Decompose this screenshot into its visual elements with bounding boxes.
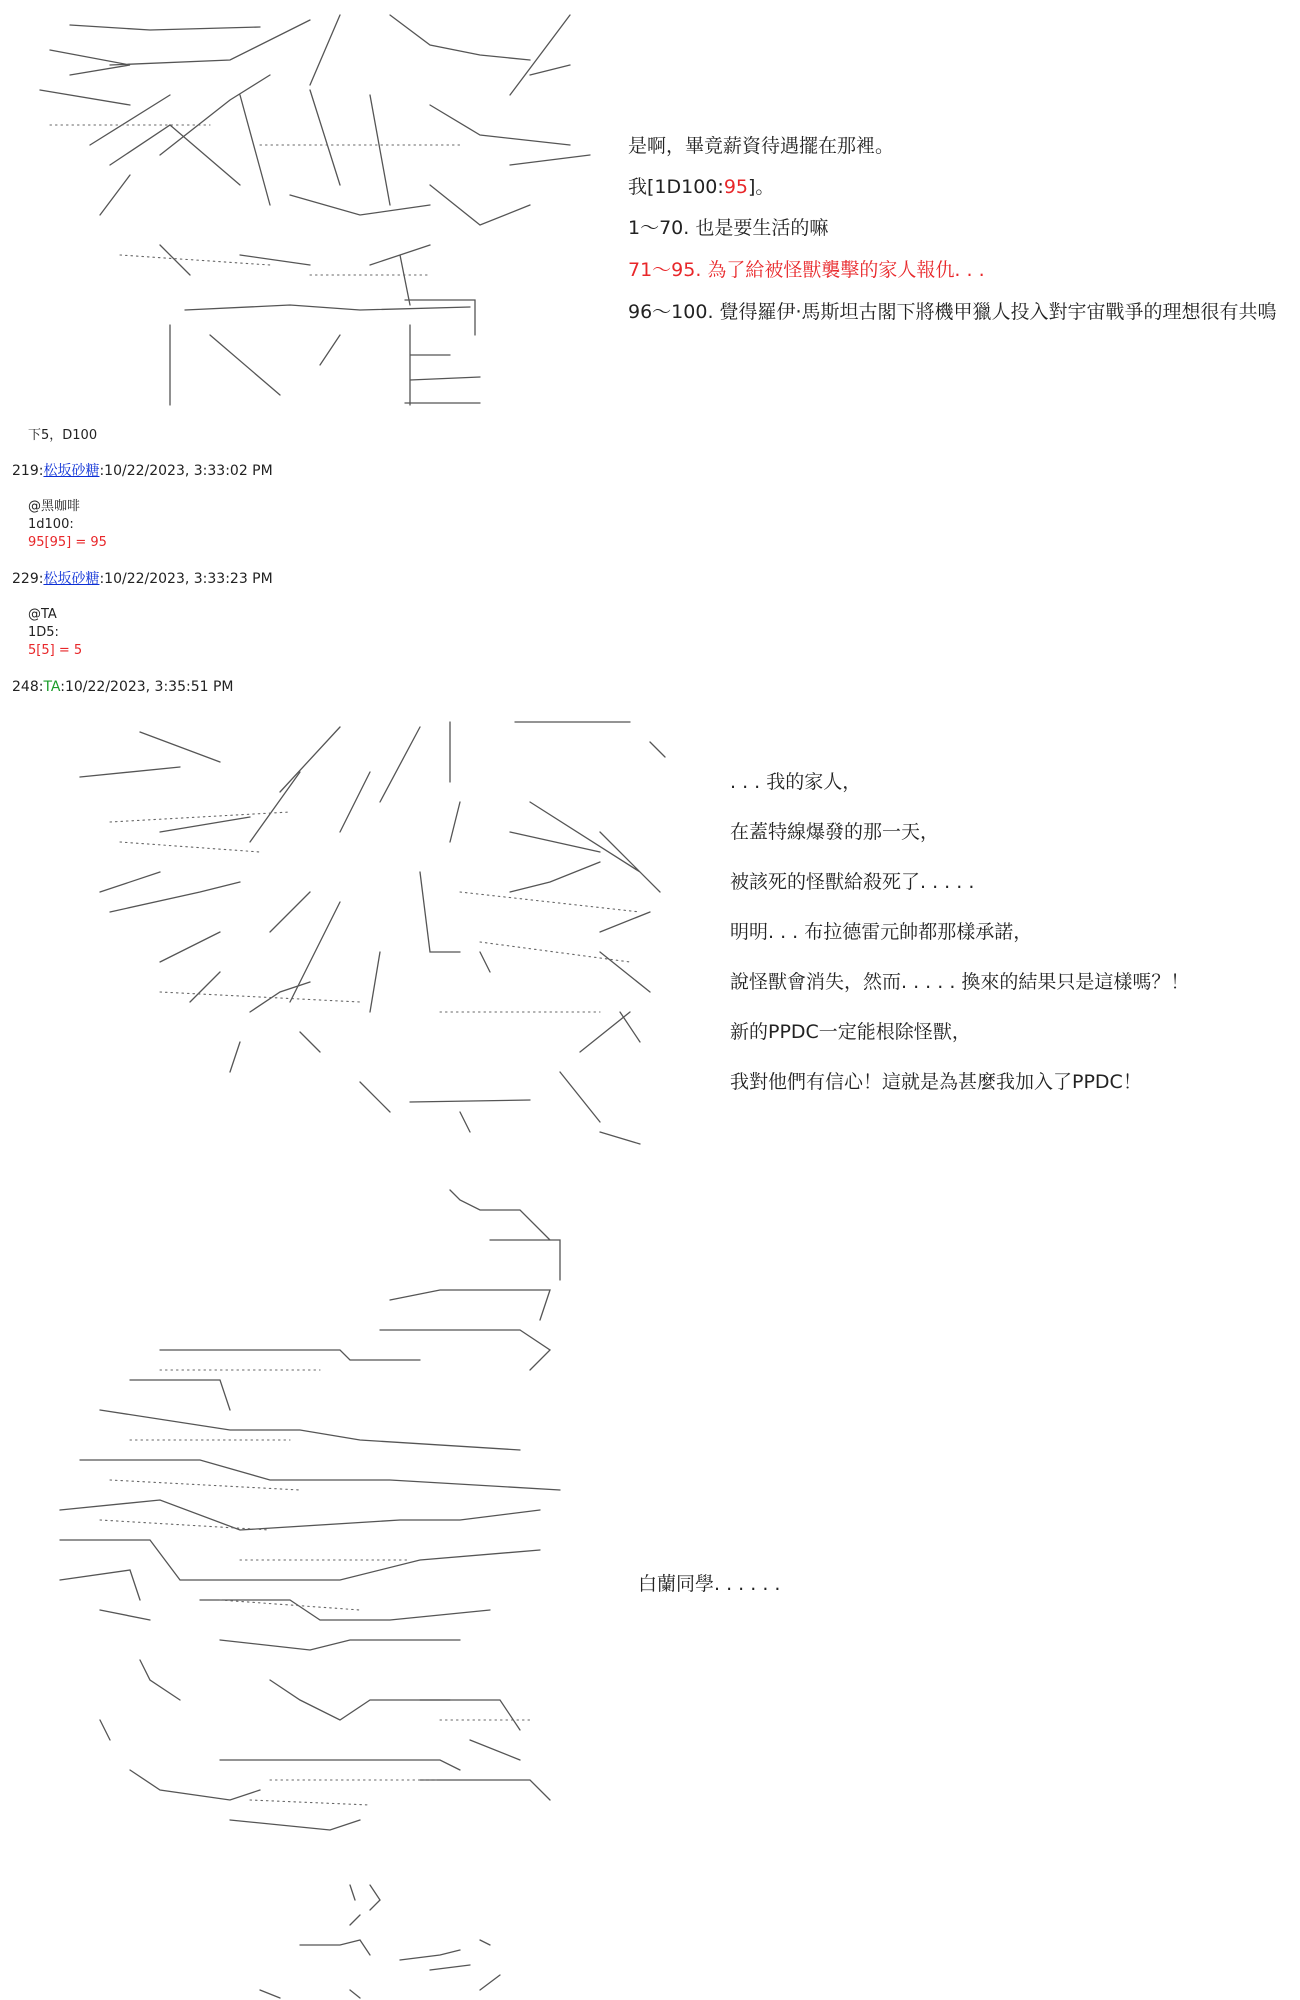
panel2-line-4: 明明. . . 布拉德雷元帥都那樣承諾， [730, 921, 1033, 943]
post-timestamp: 10/22/2023, 3:33:02 PM [104, 463, 273, 479]
ascii-art-face-1 [10, 5, 610, 410]
roll-request: 下5，D100 [28, 428, 98, 443]
panel1-dice-line [628, 175, 774, 199]
post-user-link[interactable]: 松坂砂糖 [43, 463, 100, 479]
panel2-line-2: 在蓋特線爆發的那一天， [730, 821, 940, 843]
ascii-art-figure-3 [40, 1180, 580, 1840]
panel3-line: 白蘭同學. . . . . . [638, 1573, 781, 1595]
post-timestamp: 10/22/2023, 3:35:51 PM [64, 679, 234, 695]
panel1-option-3: 96～100. 覺得羅伊·馬斯坦古閣下將機甲獵人投入對宇宙戰爭的理想很有共鳴 [628, 301, 1277, 323]
post-mention: @黑咖啡 [28, 499, 81, 514]
panel2-line-7: 我對他們有信心！這就是為甚麼我加入了PPDC！ [730, 1071, 1142, 1093]
panel2-line-6: 新的PPDC一定能根除怪獸， [730, 1021, 971, 1043]
post-mention: @TA [28, 607, 57, 622]
post-number: 219 [12, 463, 39, 479]
panel1-line-1: 是啊，畢竟薪資待遇擺在那裡。 [628, 135, 895, 157]
panel1-option-1: 1～70. 也是要生活的嘛 [628, 217, 829, 239]
post-header-219: 219:松坂砂糖:10/22/2023, 3:33:02 PM [12, 463, 273, 479]
post-timestamp: 10/22/2023, 3:33:23 PM [104, 571, 273, 587]
ascii-art-partial-4 [200, 1880, 520, 2000]
post-roll-result: 95[95] = 95 [28, 535, 107, 550]
panel1-option-2: 71～95. 為了給被怪獸襲擊的家人報仇. . . [628, 259, 985, 281]
post-user-link[interactable]: 松坂砂糖 [43, 571, 100, 587]
post-number: 229 [12, 571, 39, 587]
panel1-dice-value: 95 [723, 176, 748, 198]
post-command: 1d100: [28, 517, 74, 532]
panel1-dice-suffix: ]。 [748, 176, 775, 198]
post-user-name[interactable]: TA [43, 679, 61, 695]
post-command: 1D5: [28, 625, 59, 640]
panel2-line-1: . . . 我的家人， [730, 771, 862, 793]
post-roll-result: 5[5] = 5 [28, 643, 83, 658]
panel2-line-5: 說怪獸會消失，然而. . . . . 換來的結果只是這樣嗎？！ [730, 971, 1190, 993]
ascii-art-face-2 [40, 712, 680, 1147]
panel1-dice-prefix: 我[1D100: [628, 176, 724, 198]
post-number: 248 [12, 679, 39, 695]
post-header-248: 248:TA:10/22/2023, 3:35:51 PM [12, 679, 234, 695]
post-header-229: 229:松坂砂糖:10/22/2023, 3:33:23 PM [12, 571, 273, 587]
panel2-line-3: 被該死的怪獸給殺死了. . . . . [730, 871, 975, 893]
